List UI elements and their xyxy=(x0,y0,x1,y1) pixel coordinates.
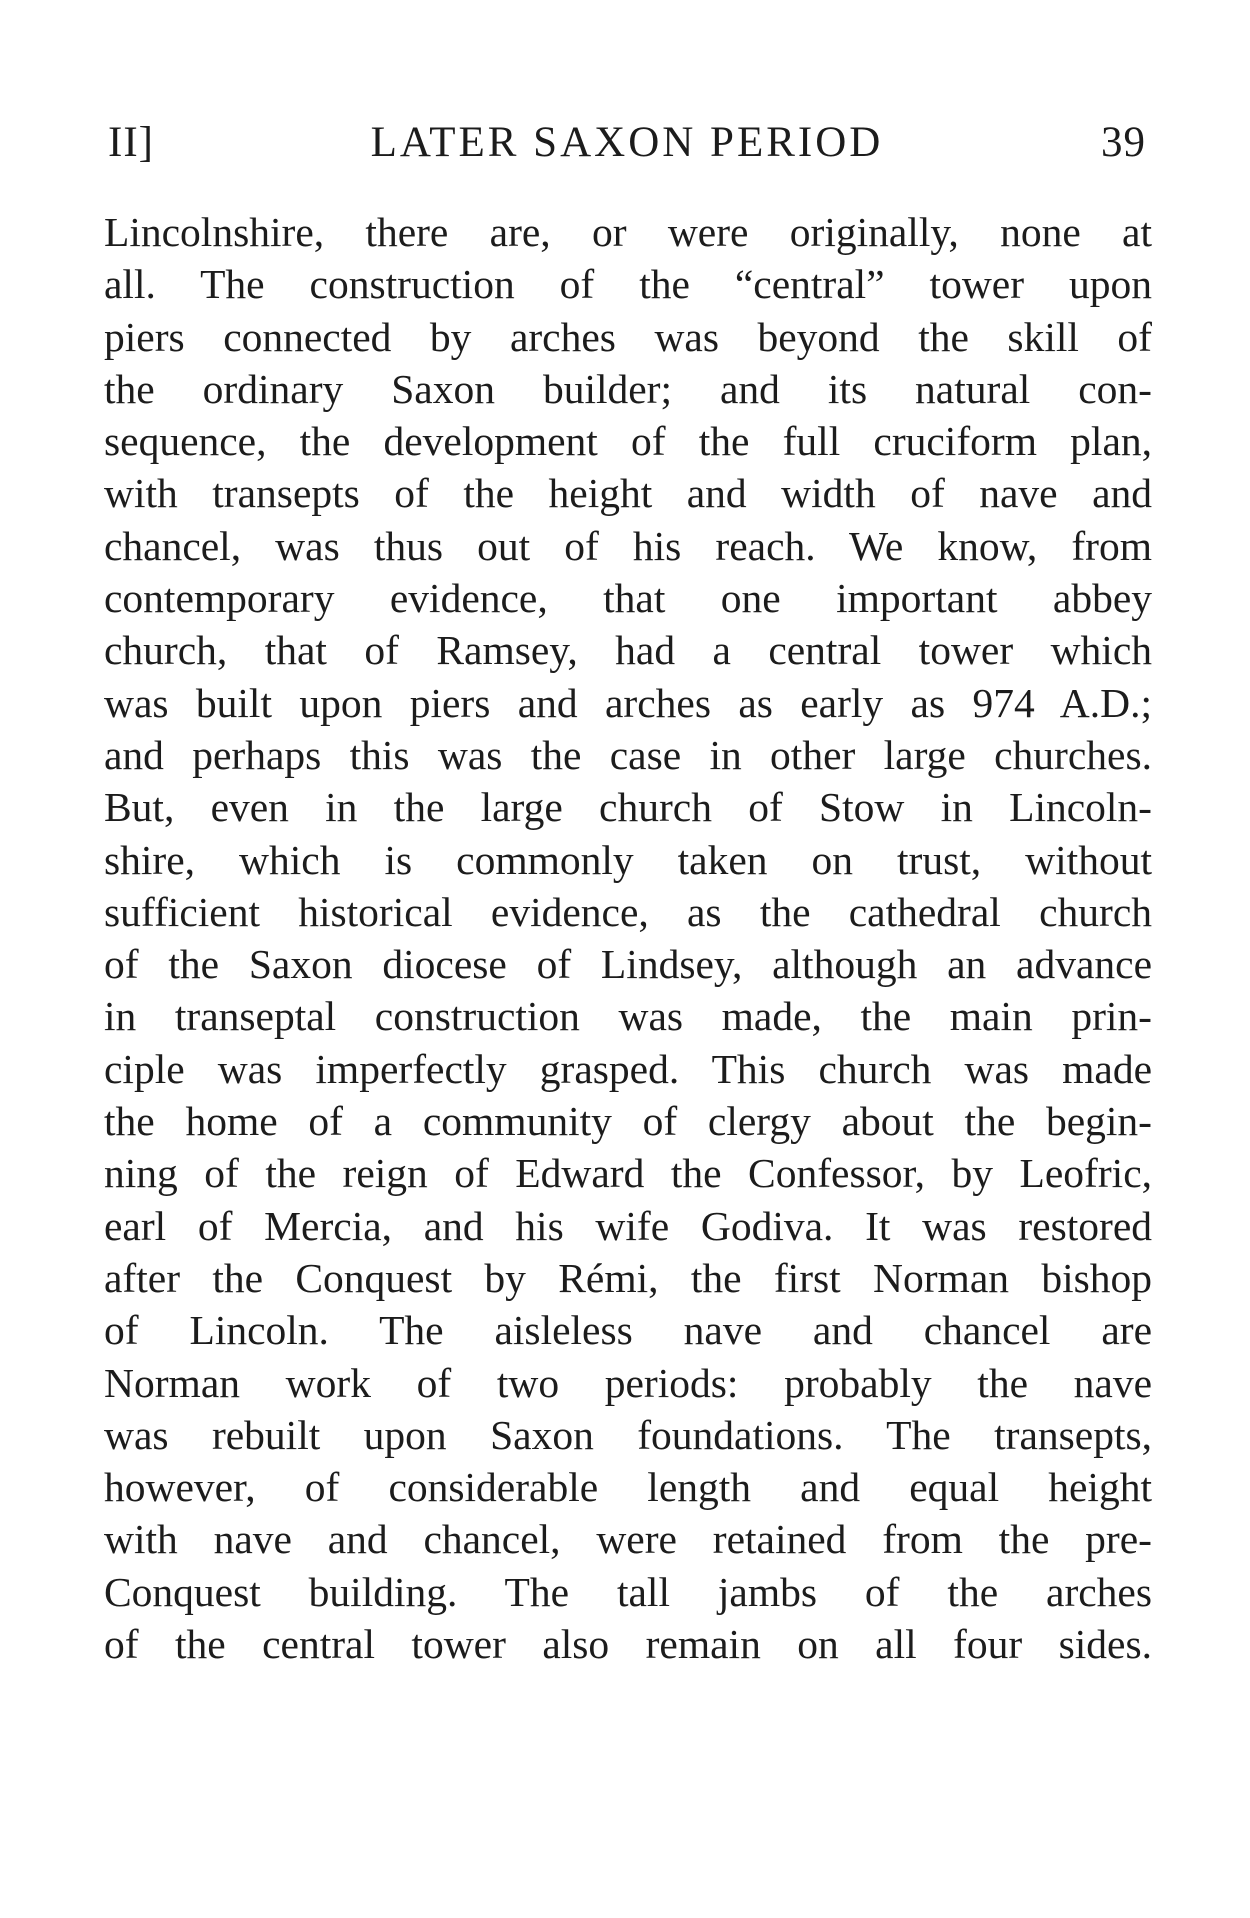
text-line: in transeptal construction was made, the main prin- xyxy=(104,993,1152,1040)
running-head xyxy=(108,118,1146,182)
text-line: all. The construction of the “central” tower upon xyxy=(104,261,1152,308)
text-line: Norman work of two periods: probably the nave xyxy=(104,1359,1152,1406)
chapter-number: II] xyxy=(108,119,154,166)
text-line: sequence, the development of the full cruciform plan, xyxy=(104,418,1152,465)
text-line: ning of the reign of Edward the Confessor, by Leofric, xyxy=(104,1150,1152,1197)
page-number: 39 xyxy=(1101,119,1146,166)
text-line: contemporary evidence, that one important abbey xyxy=(104,575,1152,622)
text-line: the home of a community of clergy about the begin- xyxy=(104,1098,1152,1145)
text-line: the ordinary Saxon builder; and its natural con- xyxy=(104,365,1152,412)
text-line: chancel, was thus out of his reach. We know, from xyxy=(104,522,1152,569)
text-line: sufficient historical evidence, as the cathedral church xyxy=(104,888,1152,935)
chapter-title: LATER SAXON PERIOD xyxy=(370,119,884,166)
text-line: But, even in the large church of Stow in Lincoln- xyxy=(104,784,1152,831)
text-line: and perhaps this was the case in other large churches. xyxy=(104,731,1152,778)
text-line: ciple was imperfectly grasped. This church was made xyxy=(104,1045,1152,1092)
text-line: shire, which is commonly taken on trust, without xyxy=(104,836,1152,883)
body-paragraph xyxy=(104,206,1152,1670)
text-line: of the Saxon diocese of Lindsey, although an advance xyxy=(104,941,1152,988)
text-line: however, of considerable length and equal height xyxy=(104,1464,1152,1511)
text-line: with transepts of the height and width of nave and xyxy=(104,470,1152,517)
text-line: earl of Mercia, and his wife Godiva. It was restored xyxy=(104,1202,1152,1249)
text-line: Conquest building. The tall jambs of the arches xyxy=(104,1568,1152,1615)
text-line: church, that of Ramsey, had a central tower which xyxy=(104,627,1152,674)
text-line: Lincolnshire, there are, or were originally, none at xyxy=(104,209,1152,255)
text-line: of Lincoln. The aisleless nave and chancel are xyxy=(104,1307,1152,1354)
text-line: piers connected by arches was beyond the skill of xyxy=(104,313,1152,360)
text-line: after the Conquest by Rémi, the first Norman bishop xyxy=(104,1254,1152,1301)
text-line: was built upon piers and arches as early as 974 A.D.; xyxy=(104,679,1152,726)
text-line: of the central tower also remain on all four sides. xyxy=(104,1621,1152,1668)
text-line: with nave and chancel, were retained from the pre- xyxy=(104,1516,1152,1563)
text-line: was rebuilt upon Saxon foundations. The transepts, xyxy=(104,1411,1152,1458)
